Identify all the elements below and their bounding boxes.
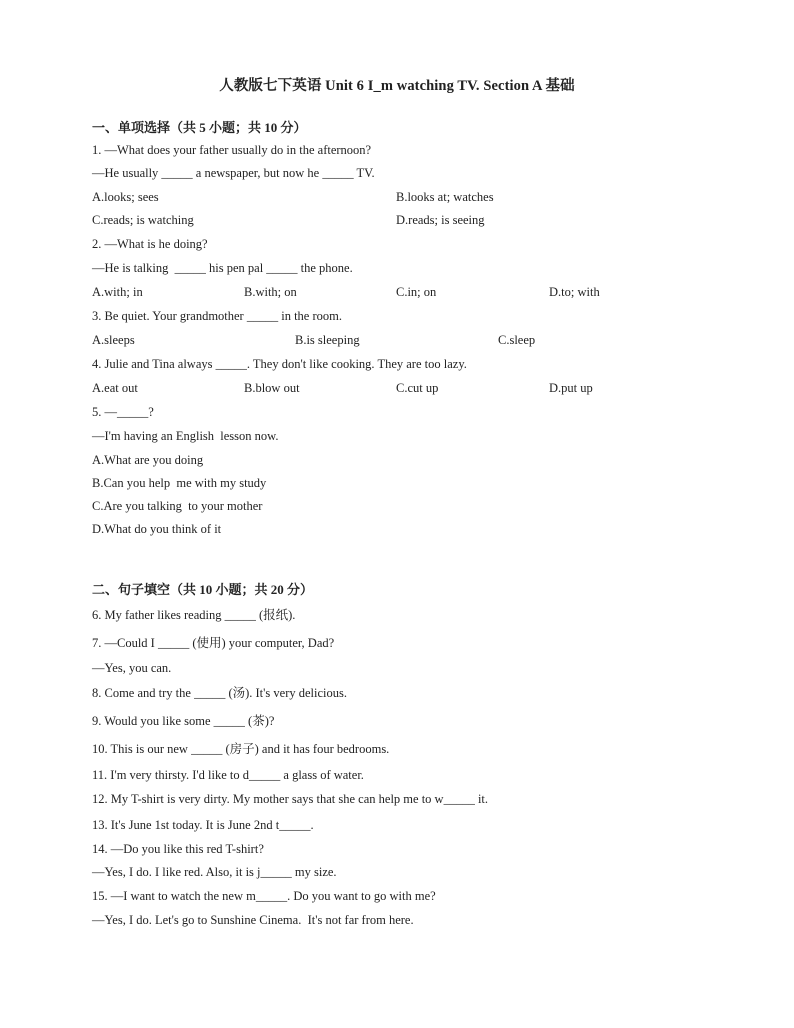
fill-line: 13. It's June 1st today. It is June 2nd t_____. (92, 818, 314, 832)
fill-line: 10. This is our new _____ (房子) and it has four bedrooms. (92, 742, 390, 756)
question-2-option-c: C.in; on (396, 285, 437, 299)
fill-line: 12. My T-shirt is very dirty. My mother says that she can help me to w_____ it. (92, 792, 489, 806)
section-heading-sentence-fill: 二、句子填空（共 10 小题；共 20 分） (92, 582, 314, 597)
question-5-option-b: B.Can you help me with my study (92, 476, 267, 490)
fill-line: —Yes, I do. Let's go to Sunshine Cinema. It's not far from here. (92, 913, 414, 927)
question-3-stem: 3. Be quiet. Your grandmother _____ in the room. (92, 309, 342, 323)
question-1-option-b: B.looks at; watches (396, 190, 494, 204)
fill-line: 8. Come and try the _____ (汤). It's very delicious. (92, 686, 347, 700)
question-1-option-a: A.looks; sees (92, 190, 159, 204)
question-3-option-a: A.sleeps (92, 333, 135, 347)
question-1-line2: —He usually _____ a newspaper, but now he _____ TV. (92, 166, 375, 180)
question-1-option-c: C.reads; is watching (92, 213, 194, 227)
question-4-stem: 4. Julie and Tina always _____. They don't like cooking. They are too lazy. (92, 357, 467, 371)
question-4-option-a: A.eat out (92, 381, 138, 395)
question-2-option-b: B.with; on (244, 285, 297, 299)
section-heading-multiple-choice: 一、单项选择（共 5 小题；共 10 分） (92, 120, 307, 135)
question-5-option-a: A.What are you doing (92, 453, 204, 467)
question-4-option-b: B.blow out (244, 381, 300, 395)
fill-line: 9. Would you like some _____ (茶)? (92, 714, 275, 728)
fill-line: —Yes, you can. (92, 661, 172, 675)
question-4-option-d: D.put up (549, 381, 593, 395)
fill-line: 15. —I want to watch the new m_____. Do you want to go with me? (92, 889, 436, 903)
question-5-line2: —I'm having an English lesson now. (92, 429, 279, 443)
fill-line: 14. —Do you like this red T-shirt? (92, 842, 264, 856)
fill-line: 11. I'm very thirsty. I'd like to d_____ a glass of water. (92, 768, 364, 782)
question-5-option-c: C.Are you talking to your mother (92, 499, 263, 513)
fill-line: 6. My father likes reading _____ (报纸). (92, 608, 296, 622)
question-1-option-d: D.reads; is seeing (396, 213, 485, 227)
question-3-option-c: C.sleep (498, 333, 536, 347)
question-4-option-c: C.cut up (396, 381, 439, 395)
page-title: 人教版七下英语 Unit 6 I_m watching TV. Section A 基础 (219, 78, 575, 94)
fill-line: —Yes, I do. I like red. Also, it is j_____ my size. (92, 865, 337, 879)
question-2-option-d: D.to; with (549, 285, 600, 299)
question-2-line2: —He is talking _____ his pen pal _____ the phone. (92, 261, 353, 275)
question-5-option-d: D.What do you think of it (92, 522, 222, 536)
question-5-stem: 5. —_____? (92, 405, 154, 419)
question-2-stem: 2. —What is he doing? (92, 237, 208, 251)
question-2-option-a: A.with; in (92, 285, 143, 299)
question-1-stem: 1. —What does your father usually do in the afternoon? (92, 143, 372, 157)
question-3-option-b: B.is sleeping (295, 333, 360, 347)
fill-line: 7. —Could I _____ (使用) your computer, Dad? (92, 636, 335, 650)
